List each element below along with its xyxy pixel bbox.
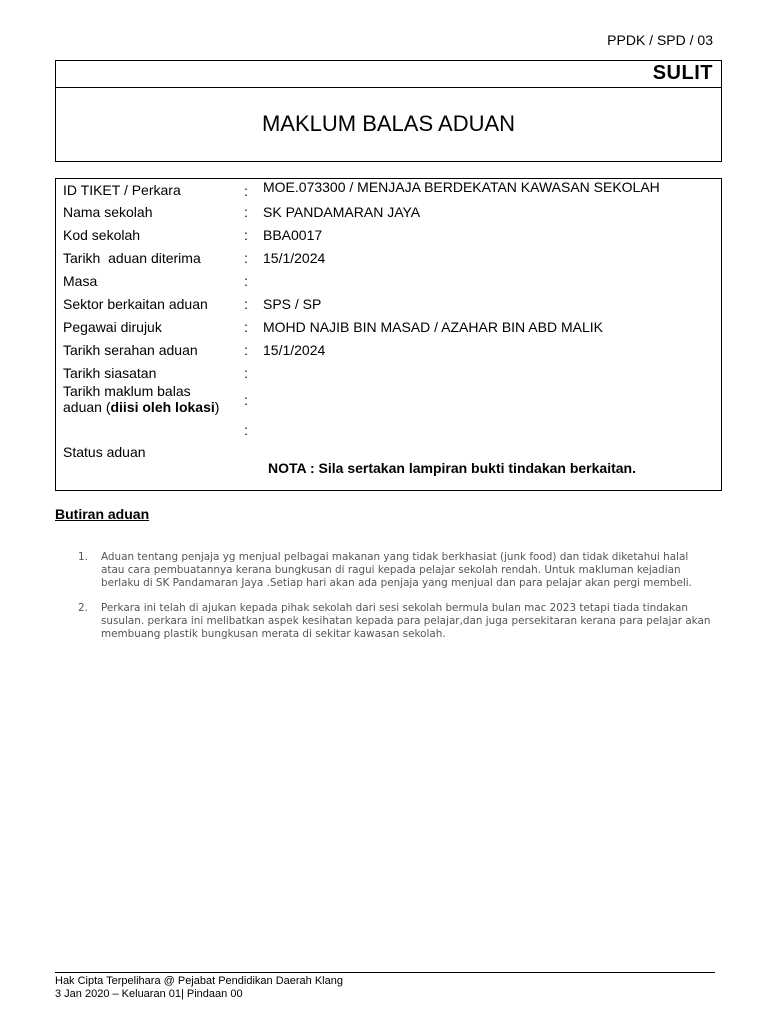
field-label: ID TIKET / Perkara xyxy=(63,182,181,198)
footer-version: 3 Jan 2020 – Keluaran 01| Pindaan 00 xyxy=(55,988,243,1000)
field-value: BBA0017 xyxy=(263,227,323,243)
classification-label: SULIT xyxy=(652,62,713,84)
list-item-text: Aduan tentang penjaja yg menjual pelbagai makanan yang tidak berkhasiat (junk food) dan tidak diketahui halal atau cara pembuatannya kerana bungkusan di ragui kepada pelajar sekolah rendah. Untuk makluman kejadian berlaku di SK Pandamaran Jaya .Setiap hari akan ada penjaja yang menjual dan para pelajar akan pergi membeli. xyxy=(101,551,692,589)
document-reference: PPDK / SPD / 03 xyxy=(607,32,713,48)
page-title: MAKLUM BALAS ADUAN xyxy=(261,111,516,136)
footer-divider xyxy=(55,972,715,973)
field-value: SK PANDAMARAN JAYA xyxy=(263,204,421,220)
field-value: 15/1/2024 xyxy=(263,250,326,266)
list-item-number: 1. xyxy=(78,551,88,563)
field-label: Tarikh serahan aduan xyxy=(63,342,198,358)
field-label: Status aduan xyxy=(63,444,146,460)
field-colon: : xyxy=(244,296,248,312)
field-value: 15/1/2024 xyxy=(263,342,326,358)
list-item-text: Perkara ini telah di ajukan kepada pihak sekolah dari sesi sekolah bermula bulan mac 2023 tetapi tiada tindakan susulan. perkara ini melibatkan aspek kesihatan kepada para pelajar,dan juga persekitaran kerana para pelajar akan membuang plastik bungkusan merata di sekitar kawasan sekolah. xyxy=(101,602,711,640)
field-label: Sektor berkaitan aduan xyxy=(63,296,208,312)
complaint-list xyxy=(78,551,714,653)
section-heading: Butiran aduan xyxy=(55,506,150,522)
field-colon: : xyxy=(244,422,248,438)
field-colon: : xyxy=(244,250,248,266)
field-label: Kod sekolah xyxy=(63,227,141,243)
header-box xyxy=(55,60,722,162)
field-label: Nama sekolah xyxy=(63,204,153,220)
field-label-line2-suffix: ) xyxy=(214,399,220,415)
field-label xyxy=(63,383,243,415)
footer-copyright: Hak Cipta Terpelihara @ Pejabat Pendidikan Daerah Klang xyxy=(55,975,343,987)
header-divider xyxy=(56,87,721,88)
field-label: Tarikh aduan diterima xyxy=(63,250,201,266)
field-colon: : xyxy=(244,273,248,289)
field-label-line1: Tarikh maklum balas xyxy=(63,383,191,399)
list-item-number: 2. xyxy=(78,602,88,614)
footer xyxy=(55,975,343,1001)
field-value: SPS / SP xyxy=(263,296,322,312)
field-label-line2-bold: diisi oleh lokasi xyxy=(110,399,215,415)
field-colon: : xyxy=(244,227,248,243)
field-colon: : xyxy=(244,183,248,199)
nota-text: NOTA : Sila sertakan lampiran bukti tindakan berkaitan. xyxy=(268,460,636,476)
field-label: Masa xyxy=(63,273,98,289)
list-item xyxy=(78,602,714,641)
field-label-line2-prefix: aduan ( xyxy=(63,399,111,415)
field-value: MOHD NAJIB BIN MASAD / AZAHAR BIN ABD MALIK xyxy=(263,319,603,335)
field-colon: : xyxy=(244,392,248,408)
field-colon: : xyxy=(244,204,248,220)
field-colon: : xyxy=(244,319,248,335)
field-value: MOE.073300 / MENJAJA BERDEKATAN KAWASAN SEKOLAH xyxy=(263,179,660,195)
list-item xyxy=(78,551,714,590)
field-colon: : xyxy=(244,365,248,381)
field-label: Tarikh siasatan xyxy=(63,365,157,381)
field-colon: : xyxy=(244,342,248,358)
field-label: Pegawai dirujuk xyxy=(63,319,162,335)
ticket-info-box xyxy=(55,178,722,491)
